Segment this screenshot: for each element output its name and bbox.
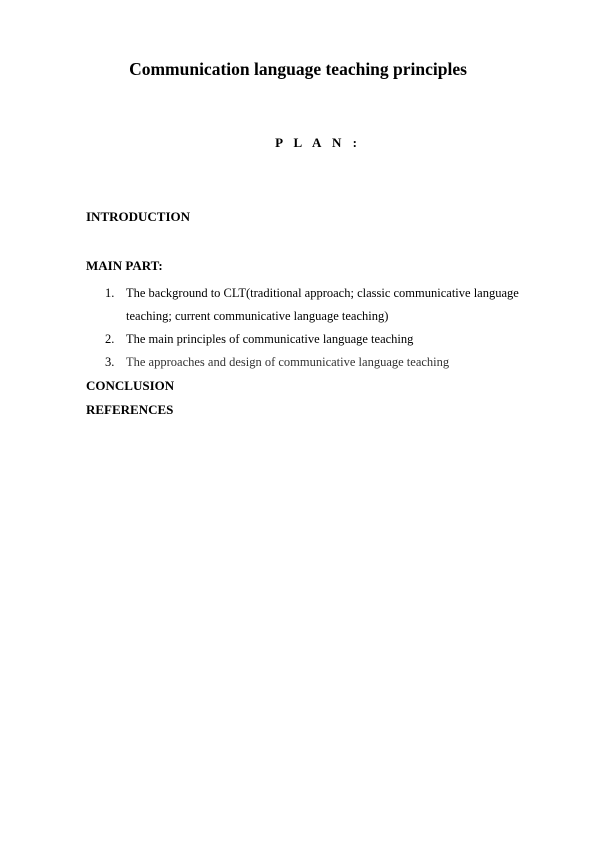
document-title: Communication language teaching principles [129,59,467,79]
main-part-item-2 [105,328,545,351]
item-number: 2. [105,332,115,346]
item-text: The background to CLT(traditional approach; classic communicative language teaching; current communicative language teaching) [126,286,519,323]
item-text: The main principles of communicative language teaching [126,332,414,346]
introduction-heading: INTRODUCTION [86,209,191,224]
main-part-heading: MAIN PART: [86,258,163,273]
conclusion-heading: CONCLUSION [86,378,175,393]
plan-heading: P L A N : [275,135,361,150]
main-part-item-1 [105,282,545,328]
references-heading: REFERENCES [86,402,174,417]
item-number: 3. [105,355,115,369]
item-text: The approaches and design of communicative language teaching [126,355,450,369]
main-part-list [105,282,545,374]
item-number: 1. [105,286,115,300]
main-part-item-3 [105,351,545,374]
